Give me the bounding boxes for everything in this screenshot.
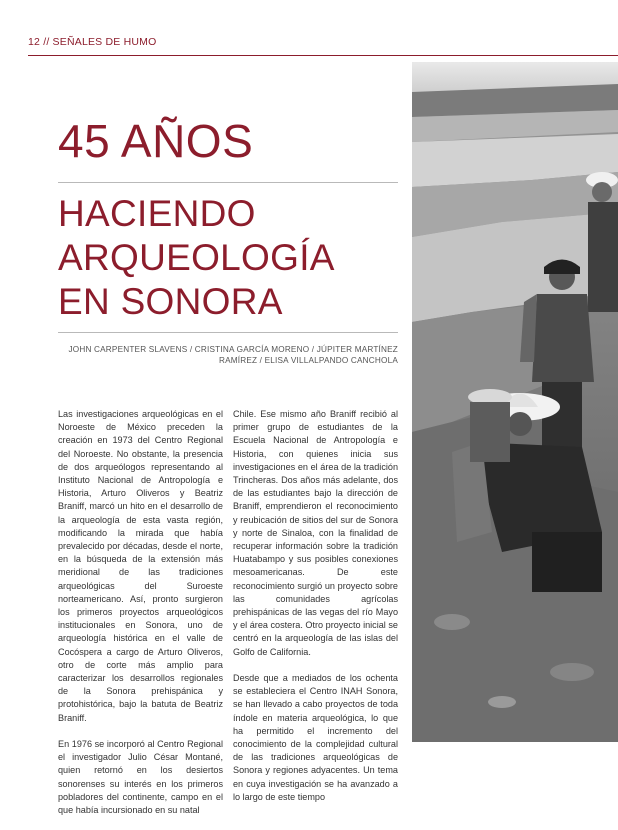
body-column-1: [58, 408, 223, 830]
author-line: RAMÍREZ / ELISA VILLALPANDO CANCHOLA: [218, 356, 398, 365]
title-subtitle: [58, 192, 403, 324]
title-subtitle-line: ARQUEOLOGÍA: [58, 237, 335, 278]
paragraph: Chile. Ese mismo año Braniff recibió al primer grupo de estudiantes de la Escuela Nacional de Antropología e Historia, con quienes inicia sus investigaciones en el área de la tradición Trincheras. Dos años más adelante, dos de las estudiantes bajo la dirección de Braniff, emprendieron el reconocimiento y reubicación de sitios del sur de Sonora y norte de Sinaloa, con la finalidad de recuperar información sobre la tradición Huatabampo y sus posibles conexiones mesoamericanas. De este reconocimiento surgió un proyecto sobre las comunidades agrícolas prehispánicas de las vegas del río Mayo y el área costera. Otro proyecto inicial se centró en la arqueología de las islas del Golfo de California.: [233, 409, 398, 657]
title-subtitle-line: EN SONORA: [58, 281, 283, 322]
running-header: 12 // SEÑALES DE HUMO: [28, 36, 157, 48]
title-divider-bottom: [58, 332, 398, 333]
body-column-2: [233, 408, 398, 817]
header-rule: [28, 55, 618, 56]
author-list: [60, 344, 398, 366]
paragraph: Las investigaciones arqueológicas en el Noroeste de México preceden la creación en 1973 del Centro Regional del Noroeste. No obstante, la presencia de dos arqueólogos representando al Instituto Nacional de Antropología e Historia, Arturo Oliveros y Beatriz Braniff, marcó un hito en el desarrollo de la arqueología de esta vasta región, modificando la mirada que había prevalecido por décadas, desde el norte, en la búsqueda de la extensión más meridional de las tradiciones arqueológicas del Suroeste norteamericano. Así, pronto surgieron los primeros proyectos arqueológicos institucionales en Sonora, uno de arqueología histórica en el valle de Cocóspera a cargo de Arturo Oliveros, otro de corte más amplio para caracterizar los desarrollos regionales de la Sonora prehispánica y protohistórica, bajo la batuta de Beatriz Braniff.: [58, 409, 223, 723]
paragraph: En 1976 se incorporó al Centro Regional el investigador Julio César Montané, quien retornó en los desiertos sonorenses su interés en los primeros pobladores del continente, campo en el que había incursionado en su natal: [58, 739, 223, 816]
title-divider-top: [58, 182, 398, 183]
title-main: 45 AÑOS: [58, 115, 254, 167]
archaeology-photo: [412, 62, 618, 742]
paragraph: Desde que a mediados de los ochenta se estableciera el Centro INAH Sonora, se han llevado a cabo proyectos de toda índole en materia arqueológica, lo que ha permitido el incremento del conocimiento de la complejidad cultural de las tradiciones arqueológicas de Sonora y regiones adyacentes. Un tema en cuya investigación se ha avanzado a lo largo de este tiempo: [233, 673, 398, 802]
author-line: JOHN CARPENTER SLAVENS / CRISTINA GARCÍA MORENO / JÚPITER MARTÍNEZ: [68, 345, 398, 354]
title-subtitle-line: HACIENDO: [58, 193, 256, 234]
